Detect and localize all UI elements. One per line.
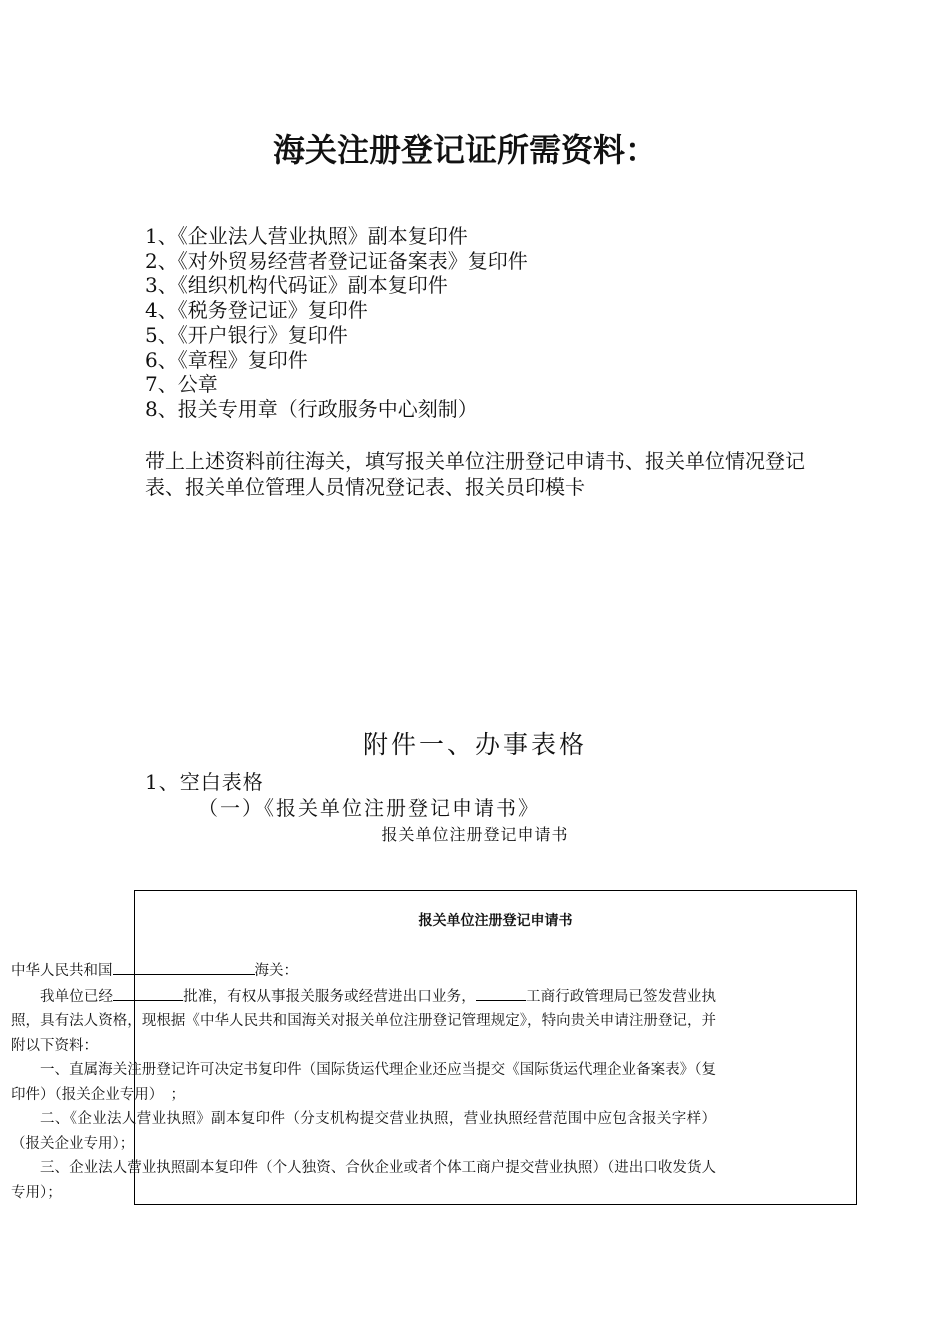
form-item: 一、直属海关注册登记许可决定书复印件（国际货运代理企业还应当提交《国际货运代理企业备案表》（复印件）（报关企业专用） ； [11,1062,716,1103]
annex-title: 附件一、办事表格 [362,730,587,759]
form-addressee [11,958,716,984]
intro-part-2: 批准，有权从事报关服务或经营进出口业务， [183,988,476,1005]
customs-blank-field[interactable] [113,958,255,975]
form-name-heading: （一）《报关单位注册登记申请书》 [198,796,540,820]
list-item: 1、《企业法人营业执照》副本复印件 [145,224,468,248]
list-item: 3、《组织机构代码证》副本复印件 [145,273,448,298]
form-caption: 报关单位注册登记申请书 [381,825,569,844]
list-item: 7、公章 [145,372,218,397]
list-item: 4、《税务登记证》复印件 [145,298,368,323]
list-item: 8、报关专用章（行政服务中心刻制） [145,396,478,421]
list-item: 2、《对外贸易经营者登记证备案表》复印件 [145,248,528,273]
list-item: 5、《开户银行》复印件 [145,322,348,347]
form-body [11,958,716,1205]
intro-part-3: 工商行政管理局已签发营业执照，具有法人资格，现根据《中华人民共和国海关对报关单位注册登记管理规定》，特向贵关申请注册登记，并附以下资料： [11,988,717,1054]
addressee-suffix: 海关： [254,963,298,979]
blank-forms-heading: 1、空白表格 [145,770,264,794]
list-item: 6、《章程》复印件 [145,347,308,372]
instructions-paragraph: 带上上述资料前往海关，填写报关单位注册登记申请书、报关单位情况登记表、报关单位管理人员情况登记表、报关员印模卡 [145,449,805,499]
approval-blank-field[interactable] [113,984,183,1001]
requirements-list [145,224,528,422]
form-item: 二、《企业法人营业执照》副本复印件（分支机构提交营业执照，营业执照经营范围中应包含报关字样）（报关企业专用）； [11,1111,716,1152]
bureau-blank-field[interactable] [476,984,526,1001]
addressee-prefix: 中华人民共和国 [11,963,113,979]
form-item: 三、企业法人营业执照副本复印件（个人独资、合伙企业或者个体工商户提交营业执照）（进出口收发货人专用）； [11,1160,716,1201]
intro-part-1: 我单位已经 [40,988,114,1005]
form-intro [11,984,716,1059]
form-title: 报关单位注册登记申请书 [418,913,573,929]
page-title: 海关注册登记证所需资料： [272,131,657,169]
